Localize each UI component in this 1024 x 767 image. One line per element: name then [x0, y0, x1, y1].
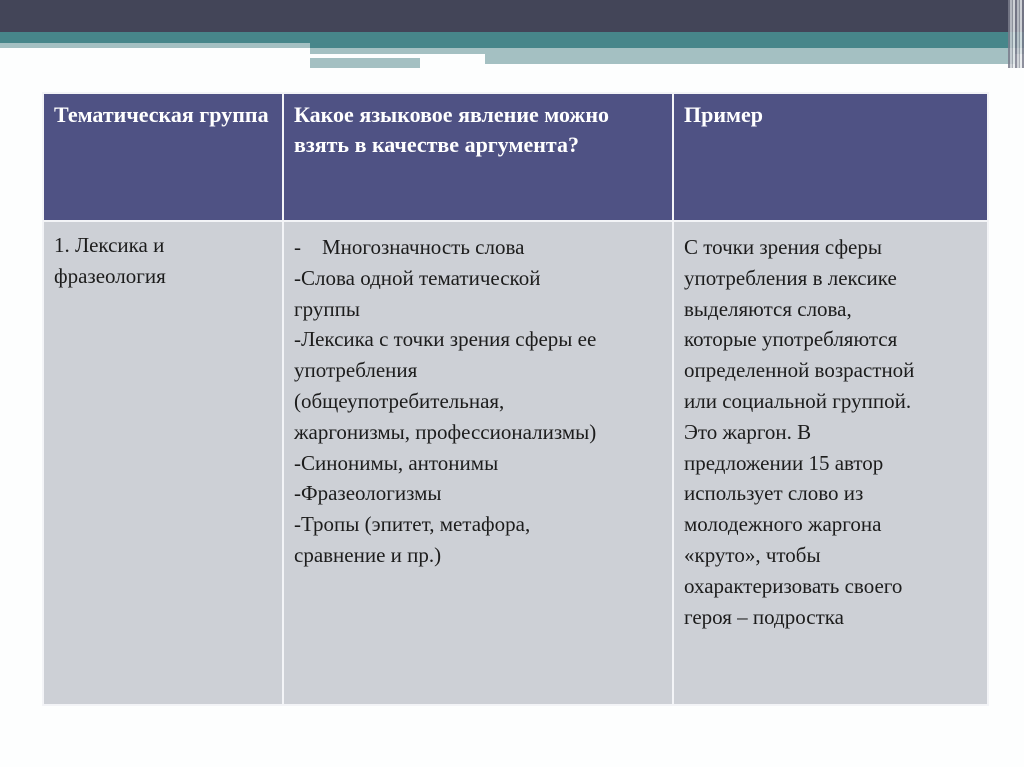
decor-stripe: [485, 54, 1015, 64]
list-item: группы: [294, 296, 360, 321]
cell-group: [43, 221, 283, 705]
cell-phenomena: [283, 221, 673, 705]
header-language-phenomenon: Какое языковое явление можно взять в качестве аргумента?: [283, 93, 673, 221]
header-thematic-group: Тематическая группа: [43, 93, 283, 221]
decor-stripe: [0, 43, 310, 48]
thematic-table: [42, 92, 989, 706]
list-item: (общеупотребительная,: [294, 388, 505, 413]
list-item: -Лексика с точки зрения сферы ее: [294, 327, 597, 352]
example-line: С точки зрения сферы: [684, 235, 882, 259]
list-item: -Фразеологизмы: [294, 481, 442, 506]
example-line: определенной возрастной: [684, 358, 915, 383]
header-row: [43, 93, 988, 221]
list-item: -Тропы (эпитет, метафора,: [294, 512, 531, 537]
list-item: употребления: [294, 358, 418, 383]
example-line: выделяются слова,: [684, 296, 852, 321]
example-line: молодежного жаргона: [684, 512, 882, 537]
list-item: сравнение и пр.): [294, 542, 442, 567]
example-line: употребления в лексике: [684, 265, 897, 290]
list-item: -Синонимы, антонимы: [294, 450, 499, 475]
example-line: предложении 15 автор: [684, 450, 884, 475]
example-text: [684, 232, 977, 632]
list-item: жаргонизмы, профессионализмы): [294, 419, 597, 444]
example-line: героя – подростка: [684, 604, 844, 629]
example-line: «круто», чтобы: [684, 542, 821, 567]
list-item: - Многозначность слова: [294, 235, 525, 259]
header-example: Пример: [673, 93, 988, 221]
title-band: [0, 0, 1024, 32]
example-line: использует слово из: [684, 481, 864, 506]
edge-decor: [1008, 0, 1024, 68]
example-line: которые употребляются: [684, 327, 898, 352]
phenomena-list: [294, 232, 662, 571]
example-line: охарактеризовать своего: [684, 573, 903, 598]
list-item: -Слова одной тематической: [294, 265, 541, 290]
group-label: 1. Лексика и фразеология: [54, 233, 166, 288]
cell-example: [673, 221, 988, 705]
table-row: [43, 221, 988, 705]
example-line: Это жаргон. В: [684, 419, 812, 444]
example-line: или социальной группой.: [684, 388, 912, 413]
decor-stripe: [310, 58, 420, 68]
